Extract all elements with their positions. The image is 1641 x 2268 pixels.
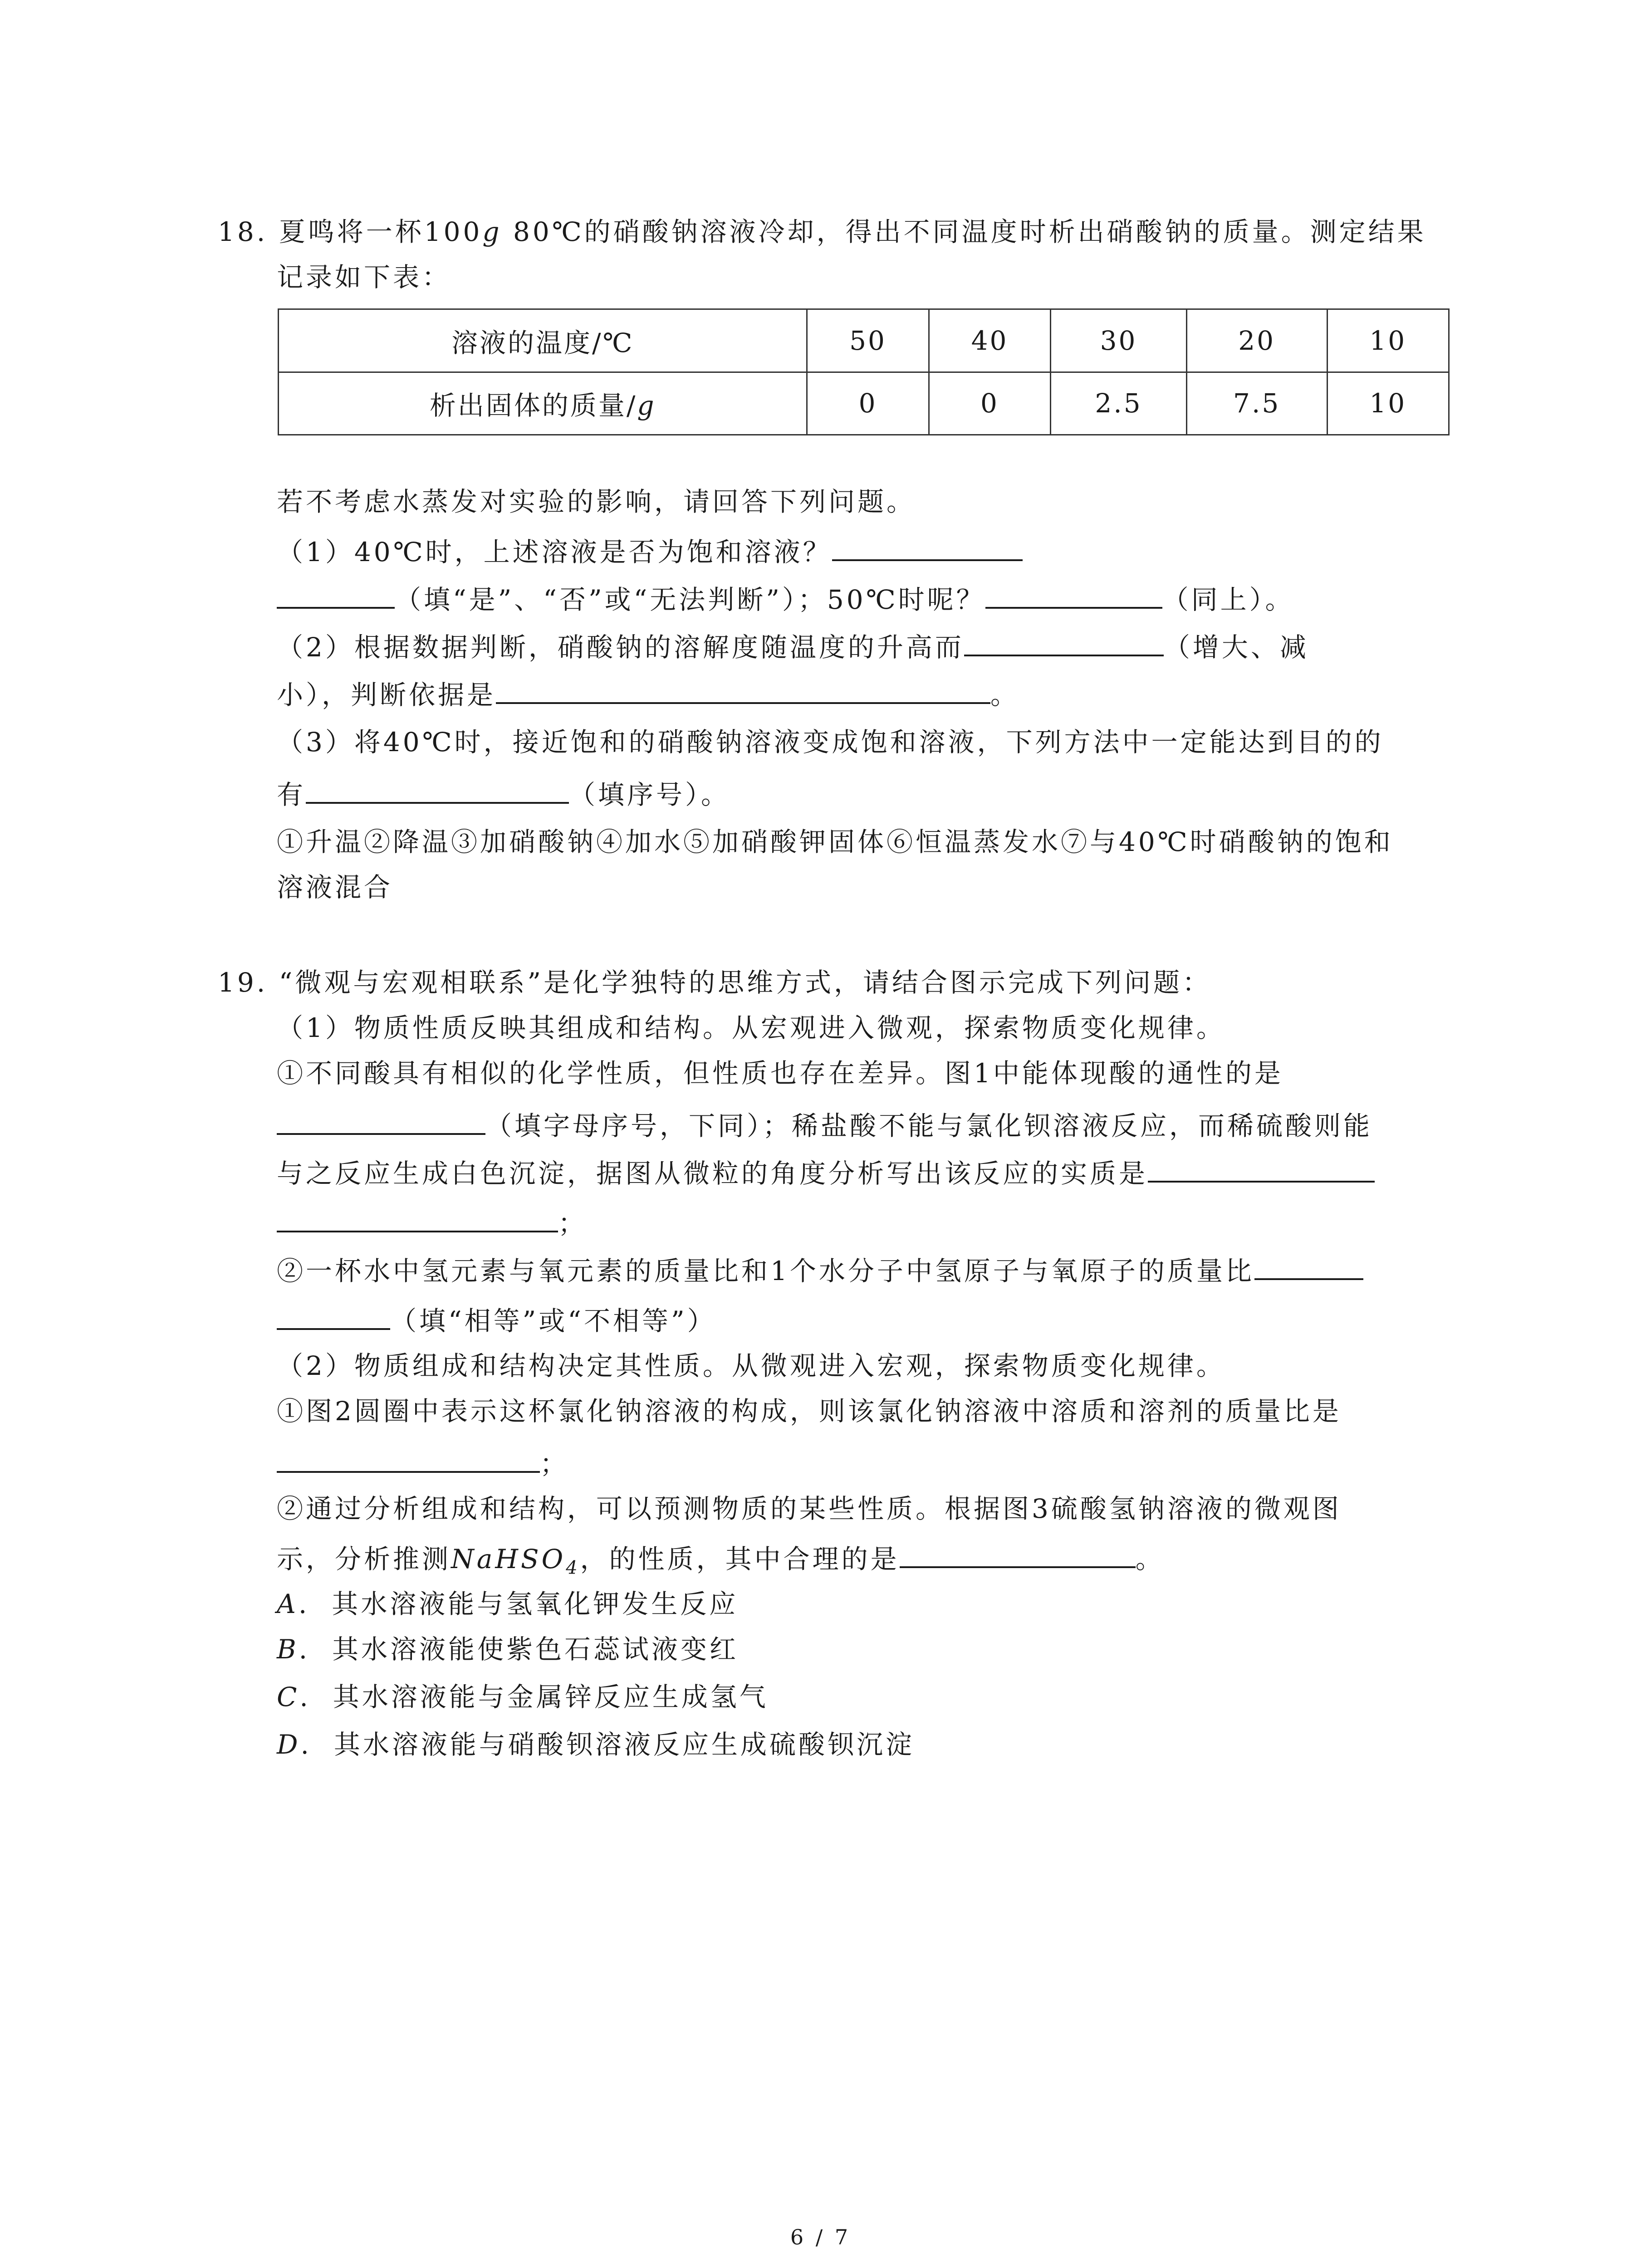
answer-blank[interactable] xyxy=(277,581,395,609)
answer-blank[interactable] xyxy=(277,1445,540,1473)
table-header-mass: 析出固体的质量/g xyxy=(279,372,807,435)
answer-blank[interactable] xyxy=(1148,1154,1375,1183)
q19-part2b-line2: 示，分析推测NaHSO$_4$，的性质，其中合理的是 。 xyxy=(277,1540,1165,1584)
answer-blank[interactable] xyxy=(277,1204,558,1232)
q19-part1a-line1: ①不同酸具有相似的化学性质，但性质也存在差异。图1中能体现酸的通性的是 xyxy=(277,1058,1283,1089)
q18-intro: 若不考虑水蒸发对实验的影响，请回答下列问题。 xyxy=(277,486,916,517)
option-c: C. 其水溶液能与金属锌反应生成氢气 xyxy=(277,1681,769,1712)
table-row xyxy=(279,309,1449,372)
answer-blank[interactable] xyxy=(277,1302,390,1330)
q18-part2-line1: （2）根据数据判断，硝酸钠的溶解度随温度的升高而 （增大、减 xyxy=(277,628,1309,664)
answer-blank[interactable] xyxy=(1254,1252,1363,1280)
answer-blank[interactable] xyxy=(496,676,990,704)
table-cell: 20 xyxy=(1186,309,1327,372)
q18-part3-options-cont: 溶液混合 xyxy=(277,872,393,903)
q18-part3-line2: 有 （填序号）。 xyxy=(277,776,730,811)
q19-line1: 19. “微观与宏观相联系”是化学独特的思维方式，请结合图示完成下列问题： xyxy=(218,967,1211,998)
q19-part2a-line2: ； xyxy=(277,1445,569,1480)
q18-part2-line2: 小），判断依据是 。 xyxy=(277,676,1019,711)
table-cell: 0 xyxy=(807,372,929,435)
table-cell: 10 xyxy=(1327,309,1449,372)
formula-nahso4: NaHSO$_4$ xyxy=(451,1544,580,1579)
table-cell: 10 xyxy=(1327,372,1449,435)
table-cell: 0 xyxy=(929,372,1050,435)
q18-text-a: 夏鸣将一杯100 xyxy=(279,216,483,247)
q18-part1-line2: （填“是”、“否”或“无法判断”）；50℃时呢？ （同上）。 xyxy=(277,581,1294,616)
answer-blank[interactable] xyxy=(306,776,569,804)
table-row xyxy=(279,372,1449,435)
q19-part1a-line3: 与之反应生成白色沉淀，据图从微粒的角度分析写出该反应的实质是 xyxy=(277,1154,1375,1190)
q18-part3-options: ①升温②降温③加硝酸钠④加水⑤加硝酸钾固体⑥恒温蒸发水⑦与40℃时硝酸钠的饱和 xyxy=(277,826,1393,857)
q18-unit: g xyxy=(482,216,502,247)
answer-blank[interactable] xyxy=(832,533,1023,561)
table-cell: 2.5 xyxy=(1051,372,1187,435)
q19-part2-title: （2）物质组成和结构决定其性质。从微观进入宏观，探索物质变化规律。 xyxy=(277,1350,1225,1381)
option-d: D. 其水溶液能与硝酸钡溶液反应生成硫酸钡沉淀 xyxy=(277,1729,915,1760)
answer-blank[interactable] xyxy=(964,628,1164,656)
answer-blank[interactable] xyxy=(277,1107,485,1135)
table-cell: 30 xyxy=(1051,309,1187,372)
answer-blank[interactable] xyxy=(900,1540,1136,1568)
q18-part1-line1: （1）40℃时，上述溶液是否为饱和溶液？ xyxy=(277,533,1023,568)
q18-line1 xyxy=(218,215,1426,248)
q19-part1-title: （1）物质性质反映其组成和结构。从宏观进入微观，探索物质变化规律。 xyxy=(277,1012,1225,1043)
q19-part2a-line1: ①图2圆圈中表示这杯氯化钠溶液的构成，则该氯化钠溶液中溶质和溶剂的质量比是 xyxy=(277,1396,1342,1427)
q19-part1b-line1: ②一杯水中氢元素与氧元素的质量比和1个水分子中氢原子与氧原子的质量比 xyxy=(277,1252,1363,1287)
q19-part2b-line1: ②通过分析组成和结构，可以预测物质的某些性质。根据图3硫酸氢钠溶液的微观图 xyxy=(277,1493,1342,1524)
q18-line2: 记录如下表： xyxy=(277,262,451,293)
q18-part3-line1: （3）将40℃时，接近饱和的硝酸钠溶液变成饱和溶液，下列方法中一定能达到目的的 xyxy=(277,727,1384,758)
q19-part1a-line4: ； xyxy=(277,1204,587,1240)
table-cell: 40 xyxy=(929,309,1050,372)
q18-text-b: 80℃的硝酸钠溶液冷却，得出不同温度时析出硝酸钠的质量。测定结果 xyxy=(502,216,1426,247)
answer-blank[interactable] xyxy=(985,581,1162,609)
page-number: 6 / 7 xyxy=(790,2225,851,2249)
option-a: A. 其水溶液能与氢氧化钾发生反应 xyxy=(277,1589,739,1619)
q19-part1a-line2: （填字母序号，下同）；稀盐酸不能与氯化钡溶液反应，而稀硫酸则能 xyxy=(277,1107,1372,1142)
q19-number: 19. xyxy=(218,967,268,998)
option-b: B. 其水溶液能使紫色石蕊试液变红 xyxy=(277,1634,739,1665)
solubility-table xyxy=(278,308,1450,435)
table-header-temperature: 溶液的温度/℃ xyxy=(279,309,807,372)
q19-part1b-line2: （填“相等”或“不相等”） xyxy=(277,1302,716,1337)
q18-number: 18. xyxy=(218,216,268,247)
table-cell: 50 xyxy=(807,309,929,372)
table-cell: 7.5 xyxy=(1186,372,1327,435)
